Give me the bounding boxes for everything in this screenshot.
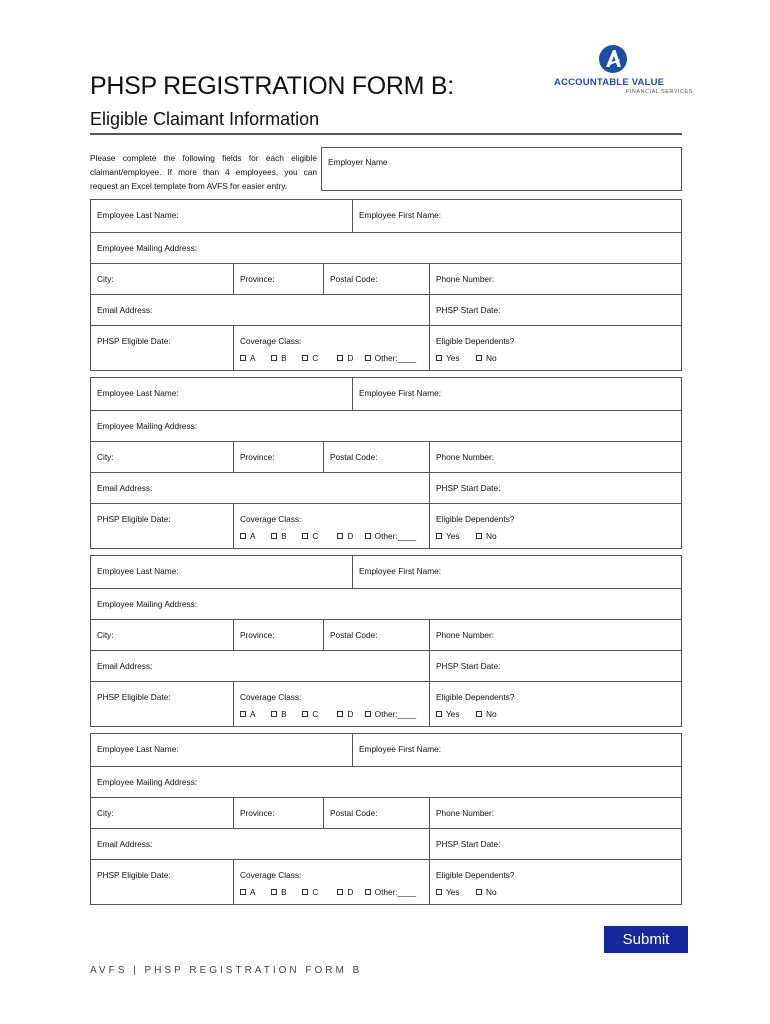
city-field[interactable] bbox=[91, 798, 233, 828]
instructions-text: Please complete the following fields for each eligible claimant/employee. If more than 4 employees, you can request an Excel template from AVFS for easier entry. bbox=[90, 153, 317, 191]
checkbox-icon[interactable] bbox=[436, 889, 442, 895]
province-field-label: Province: bbox=[240, 630, 275, 640]
employee-row bbox=[91, 556, 681, 588]
dependents-option[interactable] bbox=[436, 887, 476, 897]
start-date-field[interactable] bbox=[429, 295, 683, 325]
dependents-group bbox=[429, 860, 683, 905]
page-footer: AVFS | PHSP REGISTRATION FORM B bbox=[90, 965, 363, 976]
province-field-label: Province: bbox=[240, 274, 275, 284]
coverage-class bbox=[240, 531, 423, 541]
checkbox-icon[interactable] bbox=[337, 355, 343, 361]
province-field[interactable] bbox=[233, 798, 323, 828]
eligible-date-field[interactable] bbox=[91, 860, 233, 905]
employee-row bbox=[91, 410, 681, 441]
checkbox-icon[interactable] bbox=[365, 355, 371, 361]
checkbox-icon[interactable] bbox=[302, 355, 308, 361]
checkbox-icon[interactable] bbox=[302, 889, 308, 895]
last-name-field-label: Employee Last Name: bbox=[97, 388, 179, 398]
first-name-field[interactable] bbox=[352, 200, 683, 232]
dependents-option-label: Yes bbox=[446, 353, 460, 363]
employee-row bbox=[91, 294, 681, 325]
postal-code-field-label: Postal Code: bbox=[330, 630, 378, 640]
coverage-class-option-label: D bbox=[347, 887, 354, 897]
coverage-class-group-label: Coverage Class: bbox=[240, 514, 302, 524]
dependents-group bbox=[429, 504, 683, 549]
postal-code-field-label: Postal Code: bbox=[330, 452, 378, 462]
employee-row bbox=[91, 378, 681, 410]
checkbox-icon[interactable] bbox=[240, 533, 246, 539]
coverage-class-option-label: C bbox=[312, 353, 319, 363]
checkbox-icon[interactable] bbox=[476, 711, 482, 717]
checkbox-icon[interactable] bbox=[271, 711, 277, 717]
coverage-class-option-label: Other:____ bbox=[374, 709, 417, 719]
employee-row bbox=[91, 828, 681, 859]
mailing-address-field-label: Employee Mailing Address: bbox=[97, 421, 198, 431]
employee-row bbox=[91, 503, 681, 549]
email-field[interactable] bbox=[91, 295, 429, 325]
mailing-address-field[interactable] bbox=[91, 767, 683, 797]
checkbox-icon[interactable] bbox=[302, 711, 308, 717]
city-field-label: City: bbox=[97, 452, 114, 462]
province-field-label: Province: bbox=[240, 808, 275, 818]
city-field-label: City: bbox=[97, 808, 114, 818]
coverage-class-option-label: B bbox=[281, 531, 287, 541]
start-date-field-label: PHSP Start Date: bbox=[436, 483, 501, 493]
coverage-class-option-label: C bbox=[312, 709, 319, 719]
employee-row bbox=[91, 441, 681, 472]
employee-row bbox=[91, 734, 681, 766]
coverage-class-option-label: A bbox=[250, 709, 256, 719]
coverage-class-option[interactable] bbox=[302, 531, 337, 541]
coverage-class-option[interactable] bbox=[271, 887, 302, 897]
dependents-option-label: Yes bbox=[446, 531, 460, 541]
employee-row bbox=[91, 797, 681, 828]
checkbox-icon[interactable] bbox=[476, 533, 482, 539]
dependents-option-label: No bbox=[486, 353, 497, 363]
submit-button[interactable]: Submit bbox=[604, 926, 688, 953]
employee-row bbox=[91, 619, 681, 650]
coverage-class-option[interactable] bbox=[240, 531, 271, 541]
start-date-field-label: PHSP Start Date: bbox=[436, 839, 501, 849]
eligible-date-field[interactable] bbox=[91, 504, 233, 549]
checkbox-icon[interactable] bbox=[436, 355, 442, 361]
last-name-field[interactable] bbox=[91, 200, 352, 232]
coverage-class-option[interactable] bbox=[271, 353, 302, 363]
eligible-date-field-label: PHSP Eligible Date: bbox=[97, 336, 171, 346]
coverage-class-group-label: Coverage Class: bbox=[240, 336, 302, 346]
logo-name: ACCOUNTABLE VALUE bbox=[554, 77, 665, 88]
checkbox-icon[interactable] bbox=[365, 711, 371, 717]
employee-block bbox=[90, 377, 682, 549]
coverage-class-option-label: D bbox=[347, 531, 354, 541]
city-field[interactable] bbox=[91, 620, 233, 650]
start-date-field[interactable] bbox=[429, 829, 683, 859]
eligible-date-field-label: PHSP Eligible Date: bbox=[97, 514, 171, 524]
employee-row bbox=[91, 472, 681, 503]
phone-number-field-label: Phone Number: bbox=[436, 452, 495, 462]
email-field-label: Email Address: bbox=[97, 483, 153, 493]
email-field[interactable] bbox=[91, 829, 429, 859]
mailing-address-field-label: Employee Mailing Address: bbox=[97, 599, 198, 609]
dependents-option[interactable] bbox=[436, 531, 476, 541]
form-title: PHSP REGISTRATION FORM B: bbox=[90, 72, 454, 100]
checkbox-icon[interactable] bbox=[271, 889, 277, 895]
coverage-class-option[interactable] bbox=[302, 709, 337, 719]
dependents-option-label: Yes bbox=[446, 887, 460, 897]
eligible-date-field[interactable] bbox=[91, 682, 233, 727]
phone-number-field-label: Phone Number: bbox=[436, 808, 495, 818]
checkbox-icon[interactable] bbox=[365, 889, 371, 895]
coverage-class-option-label: A bbox=[250, 353, 256, 363]
phone-number-field[interactable] bbox=[429, 442, 683, 472]
province-field[interactable] bbox=[233, 264, 323, 294]
last-name-field[interactable] bbox=[91, 378, 352, 410]
eligible-date-field-label: PHSP Eligible Date: bbox=[97, 692, 171, 702]
employee-row bbox=[91, 325, 681, 371]
province-field[interactable] bbox=[233, 620, 323, 650]
checkbox-icon[interactable] bbox=[436, 711, 442, 717]
dependents-option-label: Yes bbox=[446, 709, 460, 719]
dependents bbox=[436, 353, 677, 363]
first-name-field[interactable] bbox=[352, 378, 683, 410]
postal-code-field-label: Postal Code: bbox=[330, 808, 378, 818]
email-field[interactable] bbox=[91, 473, 429, 503]
mailing-address-field-label: Employee Mailing Address: bbox=[97, 243, 198, 253]
checkbox-icon[interactable] bbox=[476, 889, 482, 895]
first-name-field-label: Employee First Name: bbox=[359, 210, 442, 220]
coverage-class-option-label: C bbox=[312, 531, 319, 541]
province-field-label: Province: bbox=[240, 452, 275, 462]
dependents bbox=[436, 887, 677, 897]
dependents-option[interactable] bbox=[476, 887, 516, 897]
header-divider bbox=[90, 133, 682, 135]
dependents-group-label: Eligible Dependents? bbox=[436, 514, 515, 524]
coverage-class-option[interactable] bbox=[365, 353, 423, 363]
coverage-class-option[interactable] bbox=[302, 887, 337, 897]
logo-mark-icon bbox=[598, 44, 628, 74]
coverage-class-option-label: A bbox=[250, 887, 256, 897]
coverage-class-option-label: A bbox=[250, 531, 256, 541]
dependents-option[interactable] bbox=[476, 353, 516, 363]
logo-tagline: FINANCIAL SERVICES bbox=[626, 89, 693, 95]
checkbox-icon[interactable] bbox=[240, 711, 246, 717]
city-field[interactable] bbox=[91, 442, 233, 472]
coverage-class-group-label: Coverage Class: bbox=[240, 692, 302, 702]
coverage-class-option-label: D bbox=[347, 709, 354, 719]
coverage-class-option[interactable] bbox=[365, 709, 423, 719]
employee-row bbox=[91, 588, 681, 619]
employee-row bbox=[91, 859, 681, 905]
phone-number-field-label: Phone Number: bbox=[436, 630, 495, 640]
coverage-class-option[interactable] bbox=[240, 887, 271, 897]
dependents-group bbox=[429, 326, 683, 371]
coverage-class bbox=[240, 887, 423, 897]
employee-row bbox=[91, 263, 681, 294]
checkbox-icon[interactable] bbox=[337, 533, 343, 539]
checkbox-icon[interactable] bbox=[337, 711, 343, 717]
phone-number-field[interactable] bbox=[429, 798, 683, 828]
first-name-field-label: Employee First Name: bbox=[359, 566, 442, 576]
city-field[interactable] bbox=[91, 264, 233, 294]
first-name-field-label: Employee First Name: bbox=[359, 744, 442, 754]
checkbox-icon[interactable] bbox=[271, 533, 277, 539]
email-field-label: Email Address: bbox=[97, 305, 153, 315]
postal-code-field[interactable] bbox=[323, 620, 429, 650]
checkbox-icon[interactable] bbox=[337, 889, 343, 895]
postal-code-field-label: Postal Code: bbox=[330, 274, 378, 284]
start-date-field-label: PHSP Start Date: bbox=[436, 661, 501, 671]
dependents-group-label: Eligible Dependents? bbox=[436, 870, 515, 880]
city-field-label: City: bbox=[97, 630, 114, 640]
dependents bbox=[436, 531, 677, 541]
coverage-class-option[interactable] bbox=[240, 709, 271, 719]
company-logo bbox=[548, 44, 693, 96]
mailing-address-field[interactable] bbox=[91, 411, 683, 441]
employee-block bbox=[90, 199, 682, 371]
mailing-address-field[interactable] bbox=[91, 589, 683, 619]
email-field[interactable] bbox=[91, 651, 429, 681]
coverage-class-option[interactable] bbox=[271, 531, 302, 541]
dependents-group bbox=[429, 682, 683, 727]
coverage-class-option[interactable] bbox=[337, 353, 364, 363]
dependents-group-label: Eligible Dependents? bbox=[436, 336, 515, 346]
first-name-field[interactable] bbox=[352, 734, 683, 766]
dependents-group-label: Eligible Dependents? bbox=[436, 692, 515, 702]
dependents-option[interactable] bbox=[476, 531, 516, 541]
checkbox-icon[interactable] bbox=[240, 355, 246, 361]
coverage-class-option-label: Other:____ bbox=[374, 531, 417, 541]
coverage-class bbox=[240, 353, 423, 363]
phone-number-field[interactable] bbox=[429, 264, 683, 294]
start-date-field[interactable] bbox=[429, 651, 683, 681]
last-name-field-label: Employee Last Name: bbox=[97, 210, 179, 220]
employee-row bbox=[91, 200, 681, 232]
email-field-label: Email Address: bbox=[97, 839, 153, 849]
checkbox-icon[interactable] bbox=[271, 355, 277, 361]
first-name-field[interactable] bbox=[352, 556, 683, 588]
coverage-class-option[interactable] bbox=[337, 531, 364, 541]
first-name-field-label: Employee First Name: bbox=[359, 388, 442, 398]
employee-block bbox=[90, 555, 682, 727]
city-field-label: City: bbox=[97, 274, 114, 284]
dependents-option-label: No bbox=[486, 531, 497, 541]
dependents bbox=[436, 709, 677, 719]
checkbox-icon[interactable] bbox=[476, 355, 482, 361]
dependents-option-label: No bbox=[486, 887, 497, 897]
province-field[interactable] bbox=[233, 442, 323, 472]
eligible-date-field[interactable] bbox=[91, 326, 233, 371]
coverage-class-option[interactable] bbox=[365, 531, 423, 541]
coverage-class bbox=[240, 709, 423, 719]
postal-code-field[interactable] bbox=[323, 442, 429, 472]
coverage-class-option-label: B bbox=[281, 353, 287, 363]
checkbox-icon[interactable] bbox=[302, 533, 308, 539]
start-date-field[interactable] bbox=[429, 473, 683, 503]
coverage-class-option-label: D bbox=[347, 353, 354, 363]
coverage-class-option-label: Other:____ bbox=[374, 353, 417, 363]
mailing-address-field[interactable] bbox=[91, 233, 683, 263]
checkbox-icon[interactable] bbox=[240, 889, 246, 895]
employee-block bbox=[90, 733, 682, 905]
phone-number-field[interactable] bbox=[429, 620, 683, 650]
coverage-class-option-label: Other:____ bbox=[374, 887, 417, 897]
employee-row bbox=[91, 650, 681, 681]
last-name-field-label: Employee Last Name: bbox=[97, 744, 179, 754]
eligible-date-field-label: PHSP Eligible Date: bbox=[97, 870, 171, 880]
coverage-class-option-label: B bbox=[281, 887, 287, 897]
coverage-class-option-label: B bbox=[281, 709, 287, 719]
coverage-class-group-label: Coverage Class: bbox=[240, 870, 302, 880]
checkbox-icon[interactable] bbox=[365, 533, 371, 539]
dependents-option-label: No bbox=[486, 709, 497, 719]
last-name-field[interactable] bbox=[91, 734, 352, 766]
form-subtitle: Eligible Claimant Information bbox=[90, 109, 320, 129]
postal-code-field[interactable] bbox=[323, 798, 429, 828]
checkbox-icon[interactable] bbox=[436, 533, 442, 539]
postal-code-field[interactable] bbox=[323, 264, 429, 294]
coverage-class-option-label: C bbox=[312, 887, 319, 897]
employer-name-label: Employer Name bbox=[328, 157, 388, 167]
employee-row bbox=[91, 681, 681, 727]
employer-name-field[interactable] bbox=[321, 147, 682, 191]
coverage-class-option[interactable] bbox=[271, 709, 302, 719]
coverage-class-option[interactable] bbox=[240, 353, 271, 363]
last-name-field[interactable] bbox=[91, 556, 352, 588]
dependents-option[interactable] bbox=[476, 709, 516, 719]
employee-row bbox=[91, 766, 681, 797]
coverage-class-group bbox=[233, 504, 429, 549]
coverage-class-option[interactable] bbox=[337, 887, 364, 897]
last-name-field-label: Employee Last Name: bbox=[97, 566, 179, 576]
employee-row bbox=[91, 232, 681, 263]
dependents-option[interactable] bbox=[436, 709, 476, 719]
email-field-label: Email Address: bbox=[97, 661, 153, 671]
coverage-class-group bbox=[233, 326, 429, 371]
coverage-class-group bbox=[233, 682, 429, 727]
coverage-class-option[interactable] bbox=[337, 709, 364, 719]
start-date-field-label: PHSP Start Date: bbox=[436, 305, 501, 315]
coverage-class-group bbox=[233, 860, 429, 905]
coverage-class-option[interactable] bbox=[365, 887, 423, 897]
mailing-address-field-label: Employee Mailing Address: bbox=[97, 777, 198, 787]
coverage-class-option[interactable] bbox=[302, 353, 337, 363]
phone-number-field-label: Phone Number: bbox=[436, 274, 495, 284]
dependents-option[interactable] bbox=[436, 353, 476, 363]
